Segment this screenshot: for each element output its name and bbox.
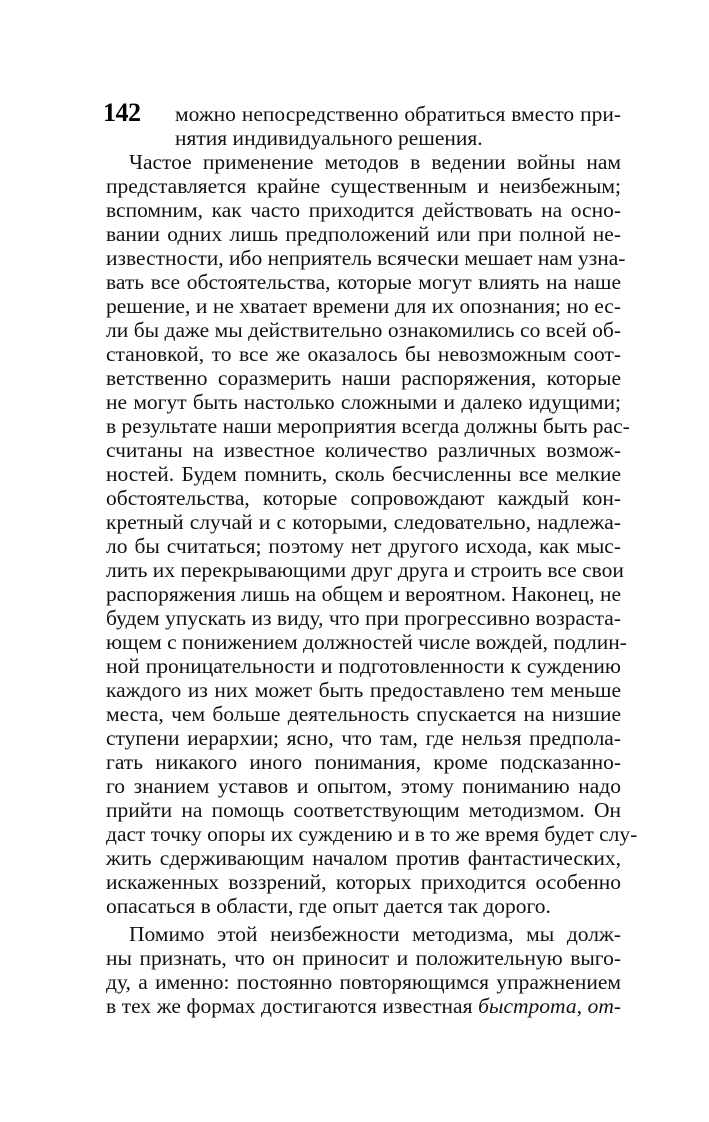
text-line: жить сдерживающим началом против фантастических,	[106, 846, 621, 870]
text-line: ли бы даже мы действительно ознакомились со всей об-	[106, 318, 621, 342]
emphasis-span: быстрота, от-	[478, 994, 622, 1018]
text-line: известности, ибо неприятель всячески мешает нам узна-	[106, 246, 626, 270]
text-line: го знанием уставов и опытом, этому пониманию надо	[106, 774, 621, 798]
text-line-with-emphasis	[106, 994, 621, 1018]
text-line: решение, и не хватает времени для их опознания; но ес-	[106, 294, 621, 318]
page-number: 142	[103, 98, 141, 127]
text-line: будем упускать из виду, что при прогрессивно возраста-	[106, 606, 621, 630]
text-line: ны признать, что он приносит и положительную выго-	[106, 946, 621, 970]
text-line: не могут быть настолько сложными и далеко идущими;	[106, 390, 621, 414]
text-line: кретный случай и с которыми, следовательно, надлежа-	[106, 510, 621, 534]
text-line: ступени иерархии; ясно, что там, где нельзя предпола-	[106, 726, 621, 750]
text-line: вспомним, как часто приходится действовать на осно-	[106, 198, 621, 222]
text-line: ду, а именно: постоянно повторяющимся упражнением	[106, 970, 621, 994]
text-line: места, чем больше деятельность спускается на низшие	[106, 702, 621, 726]
paragraph-first-line: Частое применение методов в ведении войны нам	[129, 150, 621, 174]
text-line: нятия индивидуального решения.	[175, 126, 483, 150]
text-line: гать никакого иного понимания, кроме подсказанно-	[106, 750, 621, 774]
text-line: ной проницательности и подготовленности к суждению	[106, 654, 621, 678]
text-line: можно непосредственно обратиться вместо при-	[175, 102, 621, 126]
text-span: в тех же формах достигаются известная	[106, 994, 479, 1018]
text-line: в результате наши мероприятия всегда должны быть рас-	[106, 414, 630, 438]
text-line: ющем с понижением должностей числе вождей, подлин-	[106, 630, 627, 654]
text-line: искаженных воззрений, которых приходится особенно	[106, 870, 621, 894]
text-line: обстоятельства, которые сопровождают каждый кон-	[106, 486, 621, 510]
text-line: вании одних лишь предположений или при полной не-	[106, 222, 621, 246]
text-line: считаны на известное количество различных возмож-	[106, 438, 621, 462]
text-line: распоряжения лишь на общем и вероятном. Наконец, не	[106, 582, 621, 606]
paragraph-last-line: опасаться в области, где опыт дается так дорого.	[106, 894, 551, 918]
text-line: лить их перекрывающими друг друга и строить все свои	[106, 558, 624, 582]
text-line: вать все обстоятельства, которые могут влиять на наше	[106, 270, 621, 294]
text-line: представляется крайне существенным и неизбежным;	[106, 174, 621, 198]
text-line: становкой, то все же оказалось бы невозможным соот-	[106, 342, 621, 366]
text-line: прийти на помощь соответствующим методизмом. Он	[106, 798, 621, 822]
text-line: ло бы считаться; поэтому нет другого исхода, как мыс-	[106, 534, 621, 558]
text-line: каждого из них может быть предоставлено тем меньше	[106, 678, 621, 702]
text-line: даст точку опоры их суждению и в то же время будет слу-	[106, 822, 638, 846]
paragraph-first-line: Помимо этой неизбежности методизма, мы долж-	[129, 922, 621, 946]
text-line: ностей. Будем помнить, сколь бесчисленны все мелкие	[106, 462, 621, 486]
text-line: ветственно соразмерить наши распоряжения, которые	[106, 366, 621, 390]
